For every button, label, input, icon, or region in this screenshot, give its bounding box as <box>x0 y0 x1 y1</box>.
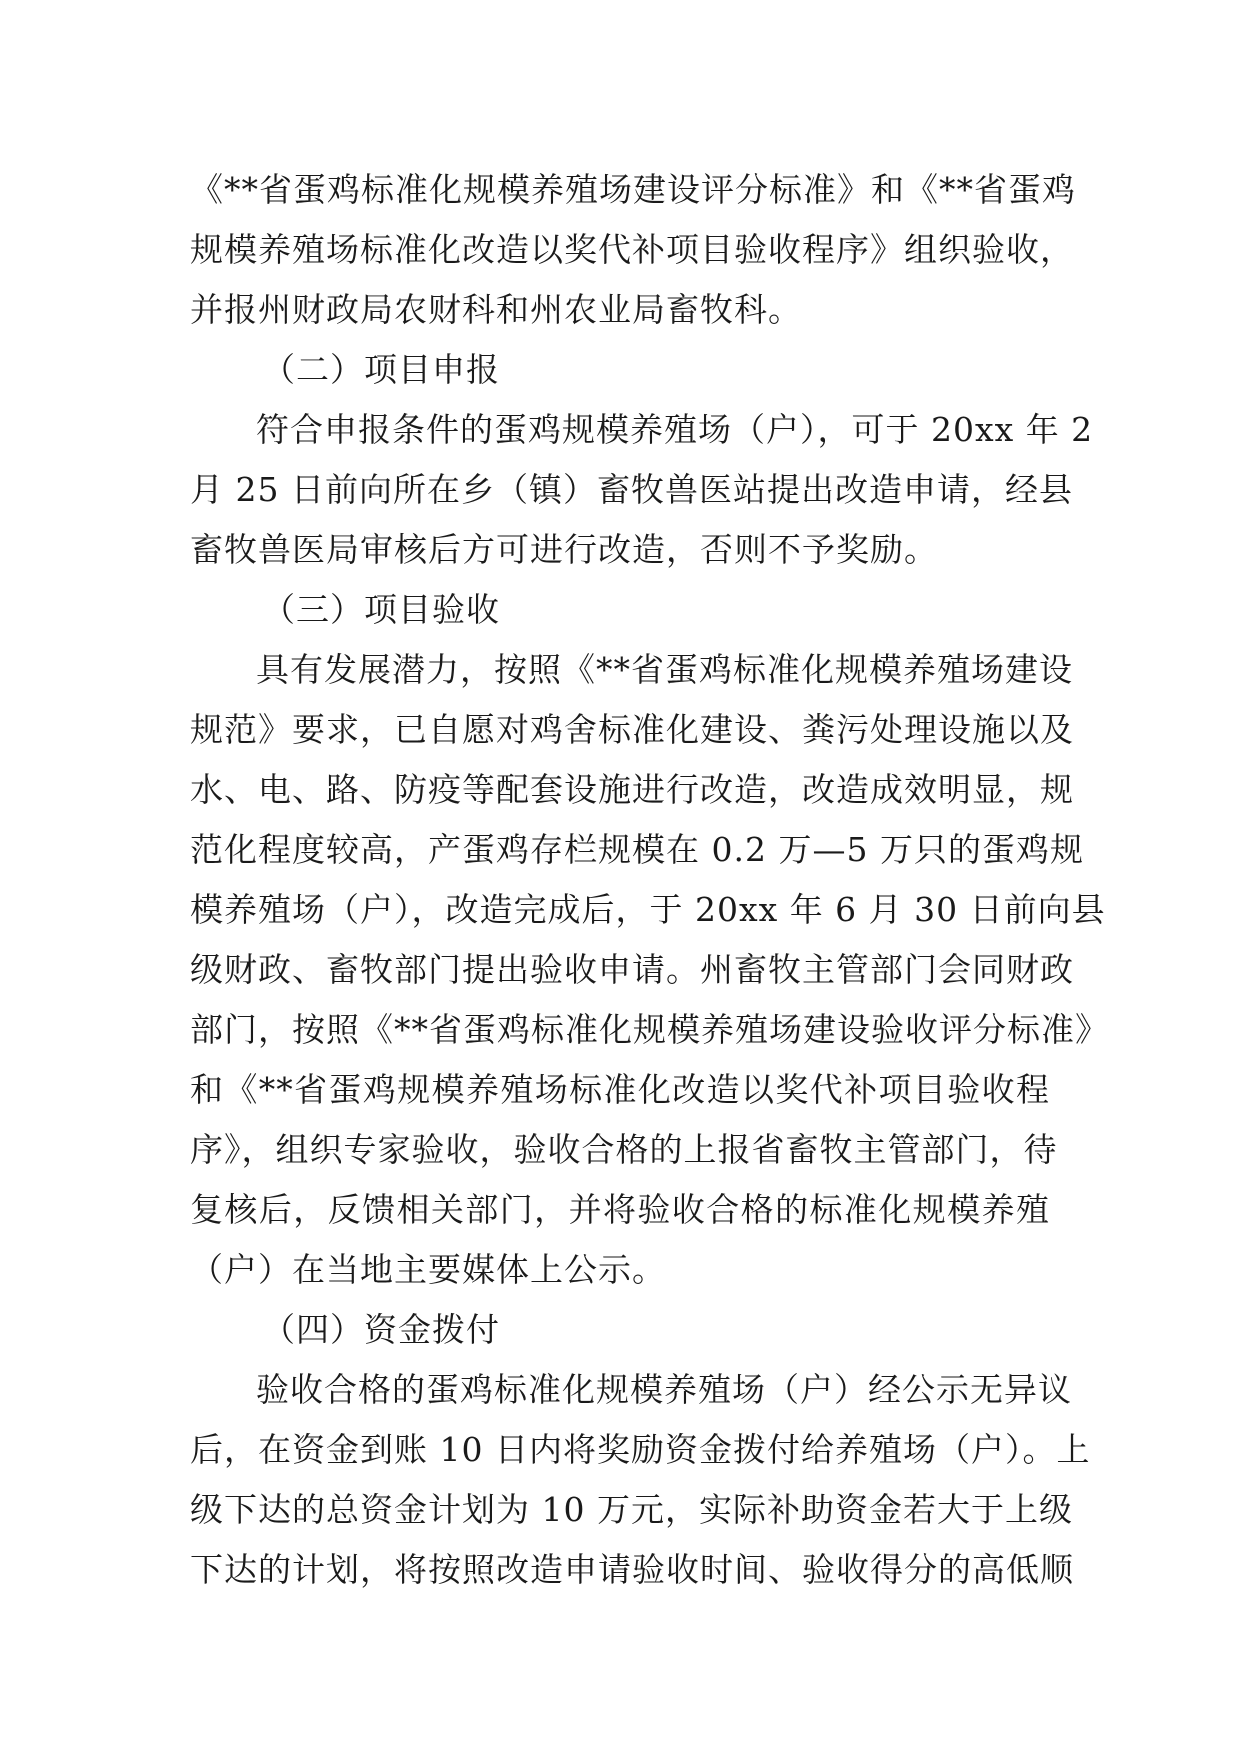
section-heading-fund-allocation: （四）资金拨付 <box>262 1310 500 1349</box>
paragraph-line: 部门，按照《**省蛋鸡标准化规模养殖场建设验收评分标准》 <box>190 1010 1109 1049</box>
paragraph-line: 畜牧兽医局审核后方可进行改造，否则不予奖励。 <box>190 530 938 569</box>
paragraph-line: 序》，组织专家验收，验收合格的上报省畜牧主管部门，待 <box>190 1130 1058 1169</box>
section-heading-project-application: （二）项目申报 <box>262 350 500 389</box>
paragraph-line: 验收合格的蛋鸡标准化规模养殖场（户）经公示无异议 <box>256 1370 1072 1409</box>
paragraph-line: 规范》要求，已自愿对鸡舍标准化建设、粪污处理设施以及 <box>190 710 1074 749</box>
paragraph-line: 月 25 日前向所在乡（镇）畜牧兽医站提出改造申请，经县 <box>190 470 1073 509</box>
paragraph-line: 复核后，反馈相关部门，并将验收合格的标准化规模养殖 <box>190 1190 1050 1229</box>
paragraph-line: 下达的计划，将按照改造申请验收时间、验收得分的高低顺 <box>190 1550 1074 1589</box>
document-body <box>190 160 1109 1600</box>
paragraph-line: 具有发展潜力，按照《**省蛋鸡标准化规模养殖场建设 <box>256 650 1073 689</box>
paragraph-line: 级下达的总资金计划为 10 万元，实际补助资金若大于上级 <box>190 1490 1073 1529</box>
paragraph-line: 范化程度较高，产蛋鸡存栏规模在 0.2 万—5 万只的蛋鸡规 <box>190 830 1084 869</box>
section-heading-project-acceptance: （三）项目验收 <box>262 590 500 629</box>
paragraph-line: 并报州财政局农财科和州农业局畜牧科。 <box>190 290 802 329</box>
paragraph-line: 符合申报条件的蛋鸡规模养殖场（户），可于 20xx 年 2 <box>256 410 1094 449</box>
paragraph-line: 和《**省蛋鸡规模养殖场标准化改造以奖代补项目验收程 <box>190 1070 1050 1109</box>
paragraph-line: 模养殖场（户），改造完成后，于 20xx 年 6 月 30 日前向县 <box>190 890 1106 929</box>
paragraph-line: 后，在资金到账 10 日内将奖励资金拨付给养殖场（户）。上 <box>190 1430 1091 1469</box>
paragraph-line: 规模养殖场标准化改造以奖代补项目验收程序》组织验收， <box>190 230 1074 269</box>
paragraph-line: （户）在当地主要媒体上公示。 <box>190 1250 666 1289</box>
paragraph-line: 级财政、畜牧部门提出验收申请。州畜牧主管部门会同财政 <box>190 950 1074 989</box>
paragraph-line: 《**省蛋鸡标准化规模养殖场建设评分标准》和《**省蛋鸡 <box>190 170 1076 209</box>
paragraph-line: 水、电、路、防疫等配套设施进行改造，改造成效明显，规 <box>190 770 1074 809</box>
